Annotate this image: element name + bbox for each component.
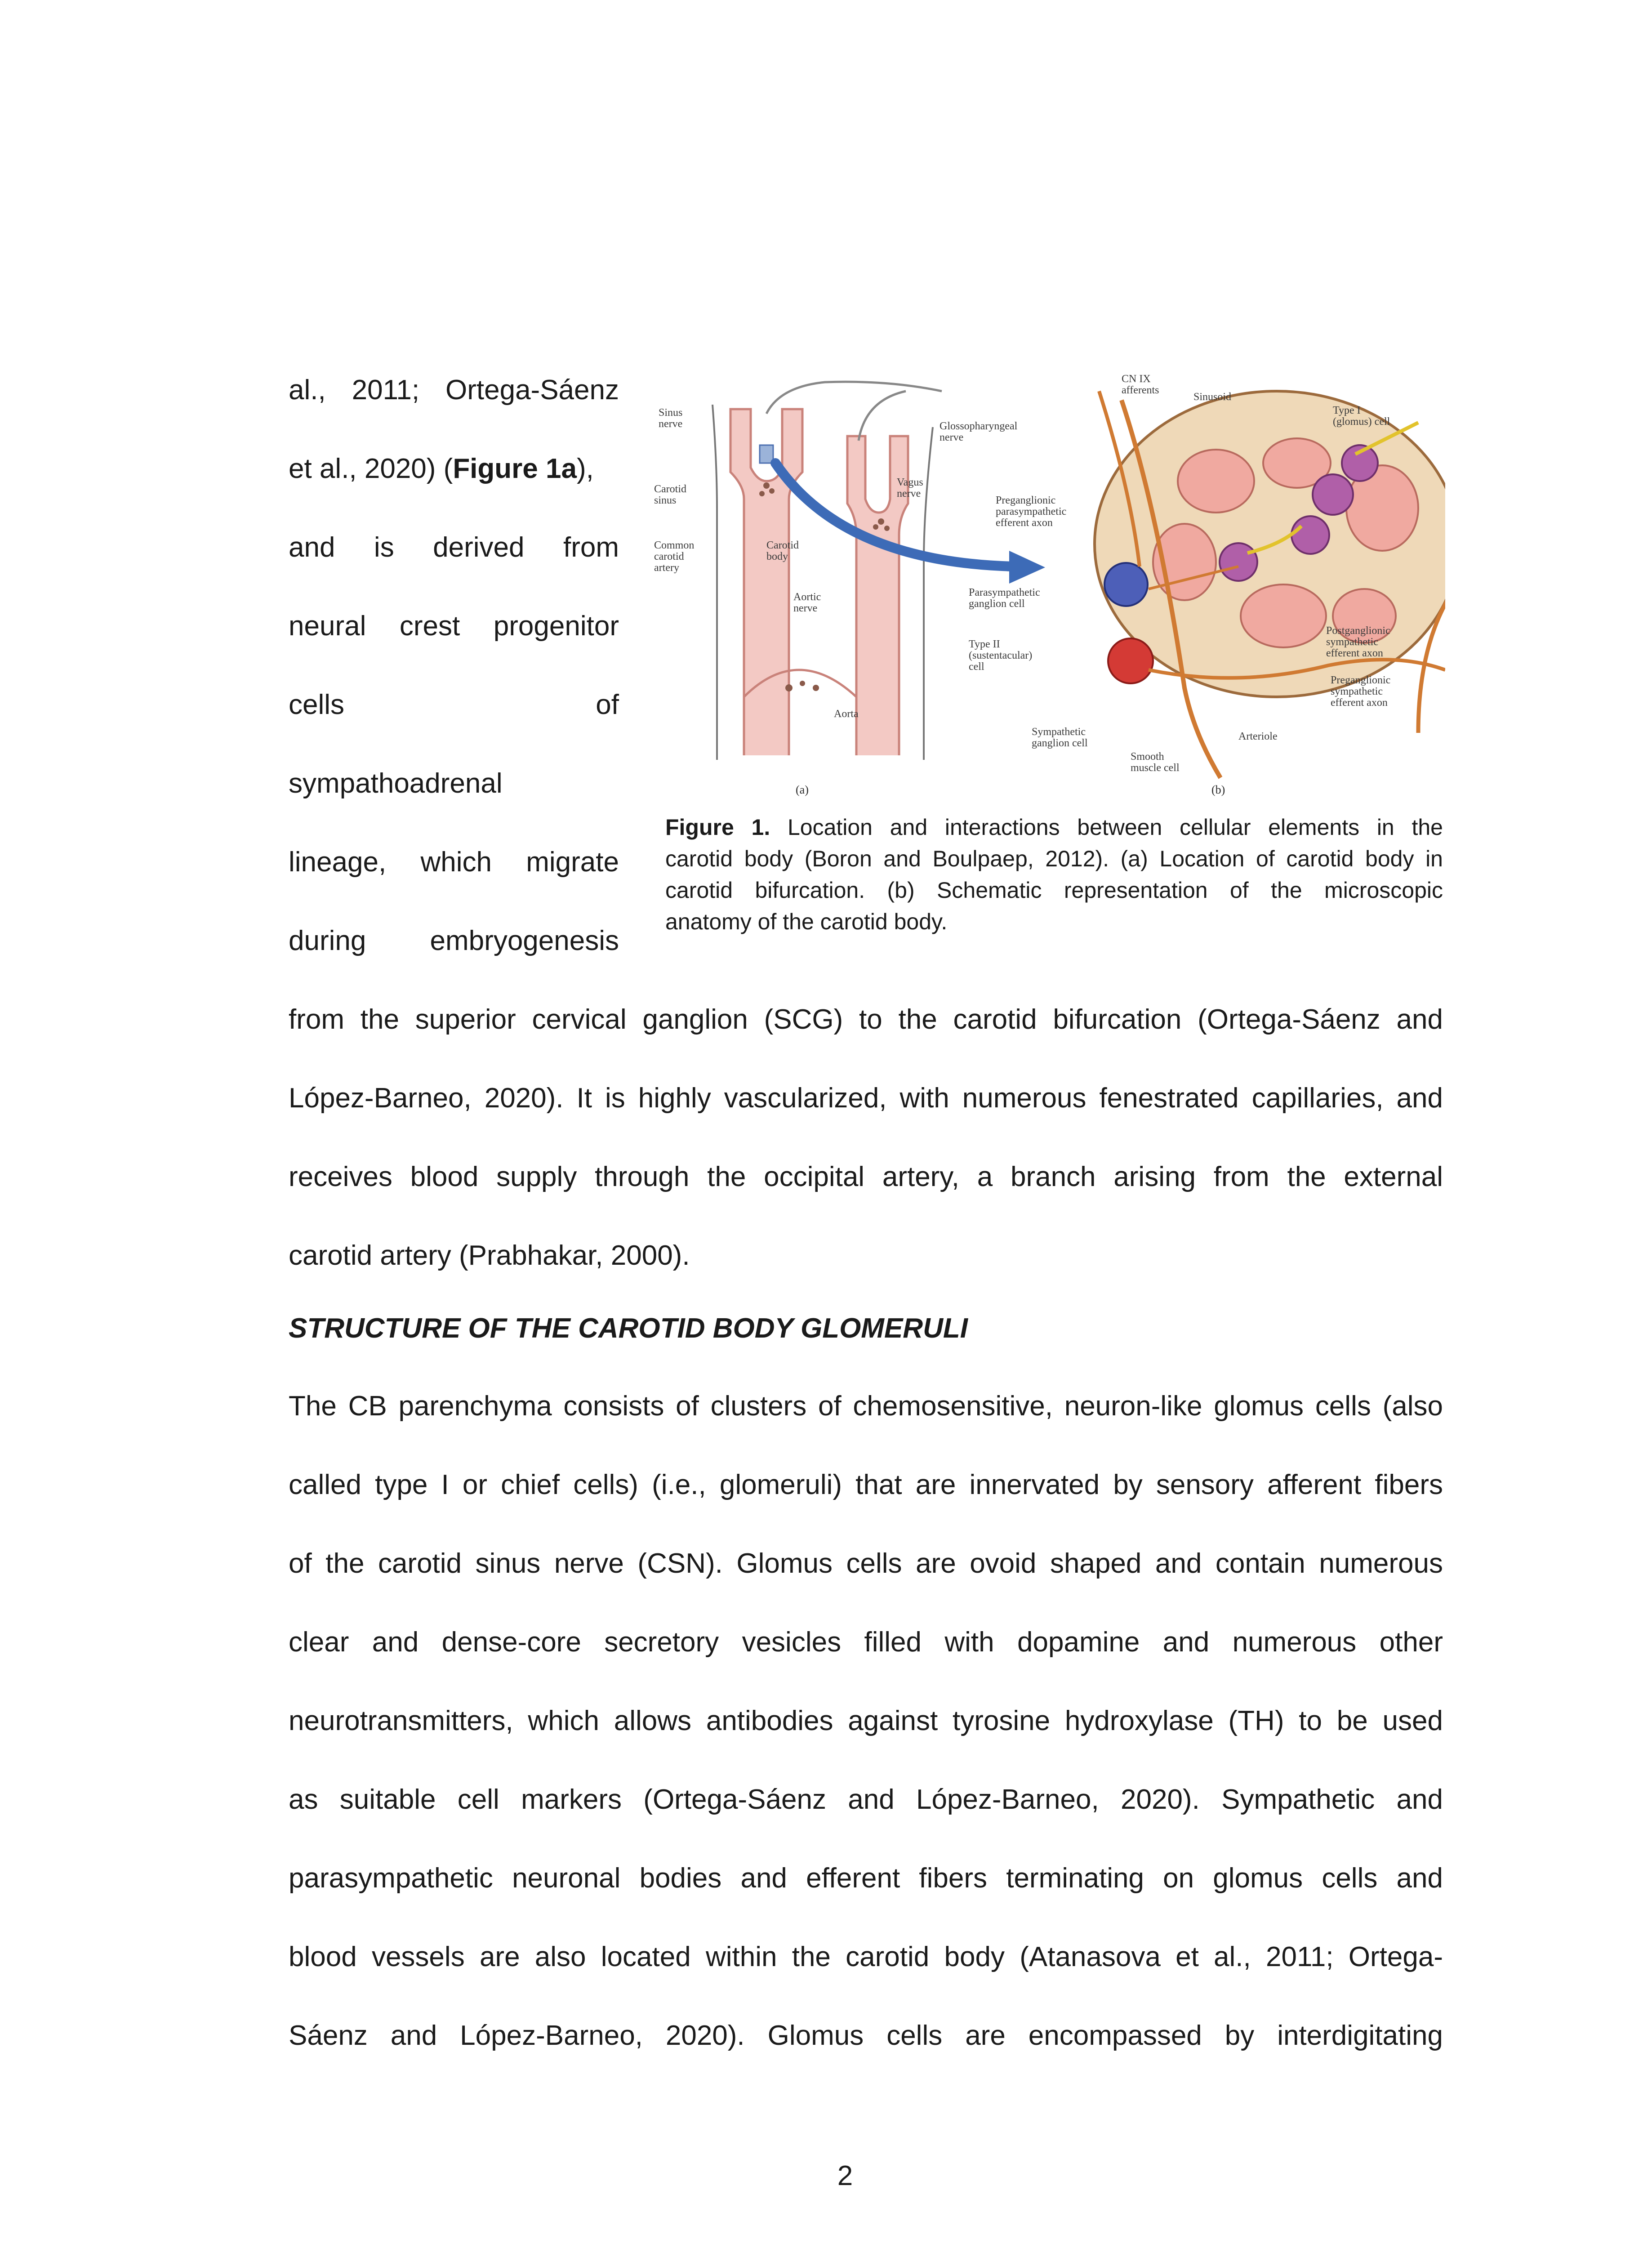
label-postganglionic-1: Postganglionic [1326,625,1390,637]
label-sinus-nerve-1: Sinus [659,407,683,419]
label-pre-para-3: efferent axon [996,517,1053,529]
wrapped-line-2: et al., 2020) (Figure 1a), [289,453,594,484]
body-line: clear and dense-core secretory vesicles filled with dopamine and numerous other [289,1627,1443,1658]
label-carotid-sinus-2: sinus [654,495,677,506]
label-sinus-nerve-2: nerve [659,418,683,430]
panel-b-drawing [1095,391,1445,778]
figure-reference: Figure 1a [453,453,577,484]
wrapped-line-8: during embryogenesis [289,925,619,956]
label-glossopharyngeal-1: Glossopharyngeal [940,420,1018,432]
label-type2-1: Type II [969,638,1000,650]
body-line: receives blood supply through the occipital artery, a branch arising from the external [289,1161,1443,1192]
label-glossopharyngeal-2: nerve [940,432,964,443]
label-pre-symp-1: Preganglionic [1331,674,1391,686]
label-type1-2: (glomus) cell [1333,416,1390,428]
body-line: of the carotid sinus nerve (CSN). Glomus cells are ovoid shaped and contain numerous [289,1548,1443,1579]
body-line: Sáenz and López-Barneo, 2020). Glomus cells are encompassed by interdigitating [289,2020,1443,2051]
label-type1-1: Type I [1333,405,1361,416]
panel-a-drawing [712,382,942,760]
label-para-ganglion-1: Parasympathetic [969,587,1040,598]
label-smooth-muscle-1: Smooth [1131,751,1164,763]
wrapped-line-7: lineage, which migrate [289,847,619,878]
label-symp-ganglion-2: ganglion cell [1032,737,1088,749]
label-pre-para-1: Preganglionic [996,495,1056,506]
label-vagus-2: nerve [897,488,921,500]
label-cn-ix-1: CN IX [1122,373,1151,385]
label-type2-3: cell [969,661,984,673]
body-line: López-Barneo, 2020). It is highly vascularized, with numerous fenestrated capillaries, and [289,1083,1443,1114]
body-line: parasympathetic neuronal bodies and efferent fibers terminating on glomus cells and [289,1863,1443,1894]
label-common-carotid-1: Common [654,540,695,551]
body-line: as suitable cell markers (Ortega-Sáenz and López-Barneo, 2020). Sympathetic and [289,1784,1443,1815]
figure-caption [665,812,1443,937]
label-aortic-nerve-2: nerve [793,602,818,614]
wrapped-line-4: neural crest progenitor [289,611,619,642]
caption-line-1: Figure 1. Location and interactions between cellular elements in the [665,815,1443,840]
wrapped-line-1: al., 2011; Ortega-Sáenz [289,375,619,406]
label-pre-symp-3: efferent axon [1331,697,1388,709]
label-common-carotid-2: carotid [654,551,684,562]
label-carotid-body-1: Carotid [766,540,799,551]
panel-a-labels [654,407,1018,796]
label-pre-para-2: parasympathetic [996,506,1067,517]
wrapped-line-5: cells of [289,689,619,720]
label-carotid-body-2: body [766,551,788,562]
label-aorta: Aorta [834,708,859,720]
label-pre-symp-2: sympathetic [1331,686,1383,697]
label-cn-ix-2: afferents [1122,384,1159,396]
panel-b-label: (b) [1211,783,1225,796]
zoom-arrowhead [1009,551,1045,584]
label-postganglionic-3: efferent axon [1326,647,1383,659]
label-vagus-1: Vagus [897,477,923,488]
section-heading: STRUCTURE OF THE CAROTID BODY GLOMERULI [289,1313,968,1344]
caption-label: Figure 1. [665,815,770,840]
label-smooth-muscle-2: muscle cell [1131,762,1180,774]
body-line: from the superior cervical ganglion (SCG) to the carotid bifurcation (Ortega-Sáenz and [289,1004,1443,1035]
label-carotid-sinus-1: Carotid [654,483,686,495]
caption-line-4: anatomy of the carotid body. [665,909,948,934]
label-sinusoid: Sinusoid [1193,391,1232,403]
wrapped-line-3: and is derived from [289,532,619,563]
figure-1 [654,373,1445,805]
label-common-carotid-3: artery [654,562,679,574]
carotid-body-illustration [654,373,1445,805]
label-type2-2: (sustentacular) [969,650,1033,661]
caption-line-3: carotid bifurcation. (b) Schematic representation of the microscopic [665,878,1443,903]
label-aortic-nerve-1: Aortic [793,591,821,603]
caption-line-2: carotid body (Boron and Boulpaep, 2012). (a) Location of carotid body in [665,846,1443,871]
page-number: 2 [837,2160,853,2191]
body-line: called type I or chief cells) (i.e., glomeruli) that are innervated by sensory afferent fibers [289,1469,1443,1500]
label-postganglionic-2: sympathetic [1326,636,1378,648]
body-line: neurotransmitters, which allows antibodies against tyrosine hydroxylase (TH) to be used [289,1705,1443,1736]
label-arteriole: Arteriole [1238,731,1278,742]
body-line: The CB parenchyma consists of clusters of chemosensitive, neuron-like glomus cells (also [289,1391,1443,1422]
panel-a-label: (a) [796,783,809,796]
wrapped-line-6: sympathoadrenal [289,768,503,799]
body-line: blood vessels are also located within the carotid body (Atanasova et al., 2011; Ortega- [289,1941,1443,1972]
label-symp-ganglion-1: Sympathetic [1032,726,1086,738]
body-line: carotid artery (Prabhakar, 2000). [289,1240,690,1271]
label-para-ganglion-2: ganglion cell [969,598,1025,610]
